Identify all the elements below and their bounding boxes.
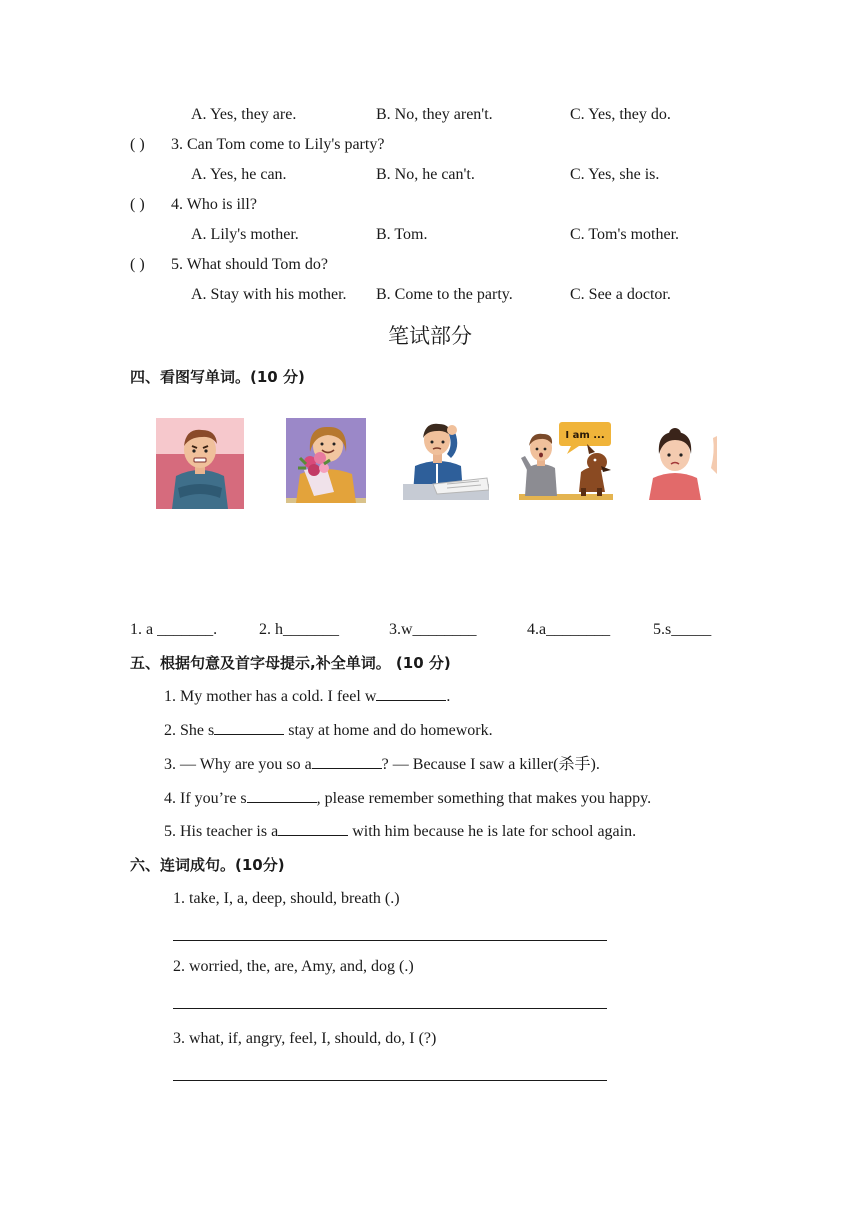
section6-item-1: 1. take, I, a, deep, should, breath (.) (173, 890, 400, 907)
q2-option-c: C. Yes, they do. (570, 106, 671, 123)
section4-item-3[interactable]: 3.w________ (389, 621, 477, 638)
section4-item-2[interactable]: 2. h_______ (259, 621, 339, 638)
q3-question: 3. Can Tom come to Lily's party? (171, 136, 385, 153)
q4-option-b: B. Tom. (376, 226, 428, 243)
section6-header: 六、连词成句。(10分) (130, 856, 285, 874)
q4-answer-blank[interactable]: ( ) (130, 196, 145, 213)
section5-item-1-text: 1. My mother has a cold. I feel w (164, 688, 377, 705)
q5-option-a: A. Stay with his mother. (191, 286, 347, 303)
written-section-title: 笔试部分 (388, 324, 472, 348)
section6-item-3: 3. what, if, angry, feel, I, should, do, I (?) (173, 1030, 437, 1047)
section5-item-1-blank[interactable] (376, 686, 446, 701)
section6-answer-line-3[interactable] (173, 1080, 607, 1081)
section5-item-5-end: with him because he is late for school again. (348, 823, 637, 840)
worried-boy-picture (403, 418, 489, 500)
section4-item-5[interactable]: 5.s_____ (653, 621, 712, 638)
section5-item-1 (164, 686, 450, 707)
q4-question: 4. Who is ill? (171, 196, 257, 213)
sad-girl-picture (645, 428, 717, 500)
section5-item-3-text: 3. — Why are you so a (164, 756, 312, 773)
q5-answer-blank[interactable]: ( ) (130, 256, 145, 273)
section5-item-5 (164, 821, 636, 842)
q5-question: 5. What should Tom do? (171, 256, 328, 273)
section6-item-2: 2. worried, the, are, Amy, and, dog (.) (173, 958, 414, 975)
section5-item-4 (164, 788, 651, 809)
q3-option-a: A. Yes, he can. (191, 166, 287, 183)
q5-option-c: C. See a doctor. (570, 286, 671, 303)
section5-item-5-text: 5. His teacher is a (164, 823, 279, 840)
scared-boy-dog-picture (519, 418, 613, 500)
section5-item-2-blank[interactable] (214, 720, 284, 735)
q3-option-c: C. Yes, she is. (570, 166, 660, 183)
section5-item-2 (164, 720, 493, 741)
section6-answer-line-2[interactable] (173, 1008, 607, 1009)
section5-item-4-blank[interactable] (247, 788, 317, 803)
section5-item-2-end: stay at home and do homework. (284, 722, 493, 739)
speech-bubble-text: I am ... (565, 430, 605, 441)
q3-answer-blank[interactable]: ( ) (130, 136, 145, 153)
angry-man-picture (156, 418, 244, 509)
section5-item-3-end: ? — Because I saw a killer(杀手). (381, 756, 600, 773)
happy-woman-flowers-picture (286, 418, 366, 503)
q4-option-c: C. Tom's mother. (570, 226, 680, 243)
section6-answer-line-1[interactable] (173, 940, 607, 941)
section5-item-1-end: . (446, 688, 451, 705)
section5-item-3 (164, 754, 600, 775)
q2-option-b: B. No, they aren't. (376, 106, 493, 123)
section5-item-3-blank[interactable] (312, 754, 382, 769)
section5-header: 五、根据句意及首字母提示,补全单词。 (10 分) (130, 654, 451, 672)
q4-option-a: A. Lily's mother. (191, 226, 299, 243)
q5-option-b: B. Come to the party. (376, 286, 513, 303)
q2-option-a: A. Yes, they are. (191, 106, 297, 123)
section5-item-4-text: 4. If you’re s (164, 790, 247, 807)
section5-item-5-blank[interactable] (278, 821, 348, 836)
section4-header: 四、看图写单词。(10 分) (130, 368, 305, 386)
section5-item-2-text: 2. She s (164, 722, 215, 739)
section5-item-4-end: , please remember something that makes you happy. (316, 790, 652, 807)
section4-item-4[interactable]: 4.a________ (527, 621, 611, 638)
q3-option-b: B. No, he can't. (376, 166, 475, 183)
section4-item-1[interactable]: 1. a _______. (130, 621, 218, 638)
